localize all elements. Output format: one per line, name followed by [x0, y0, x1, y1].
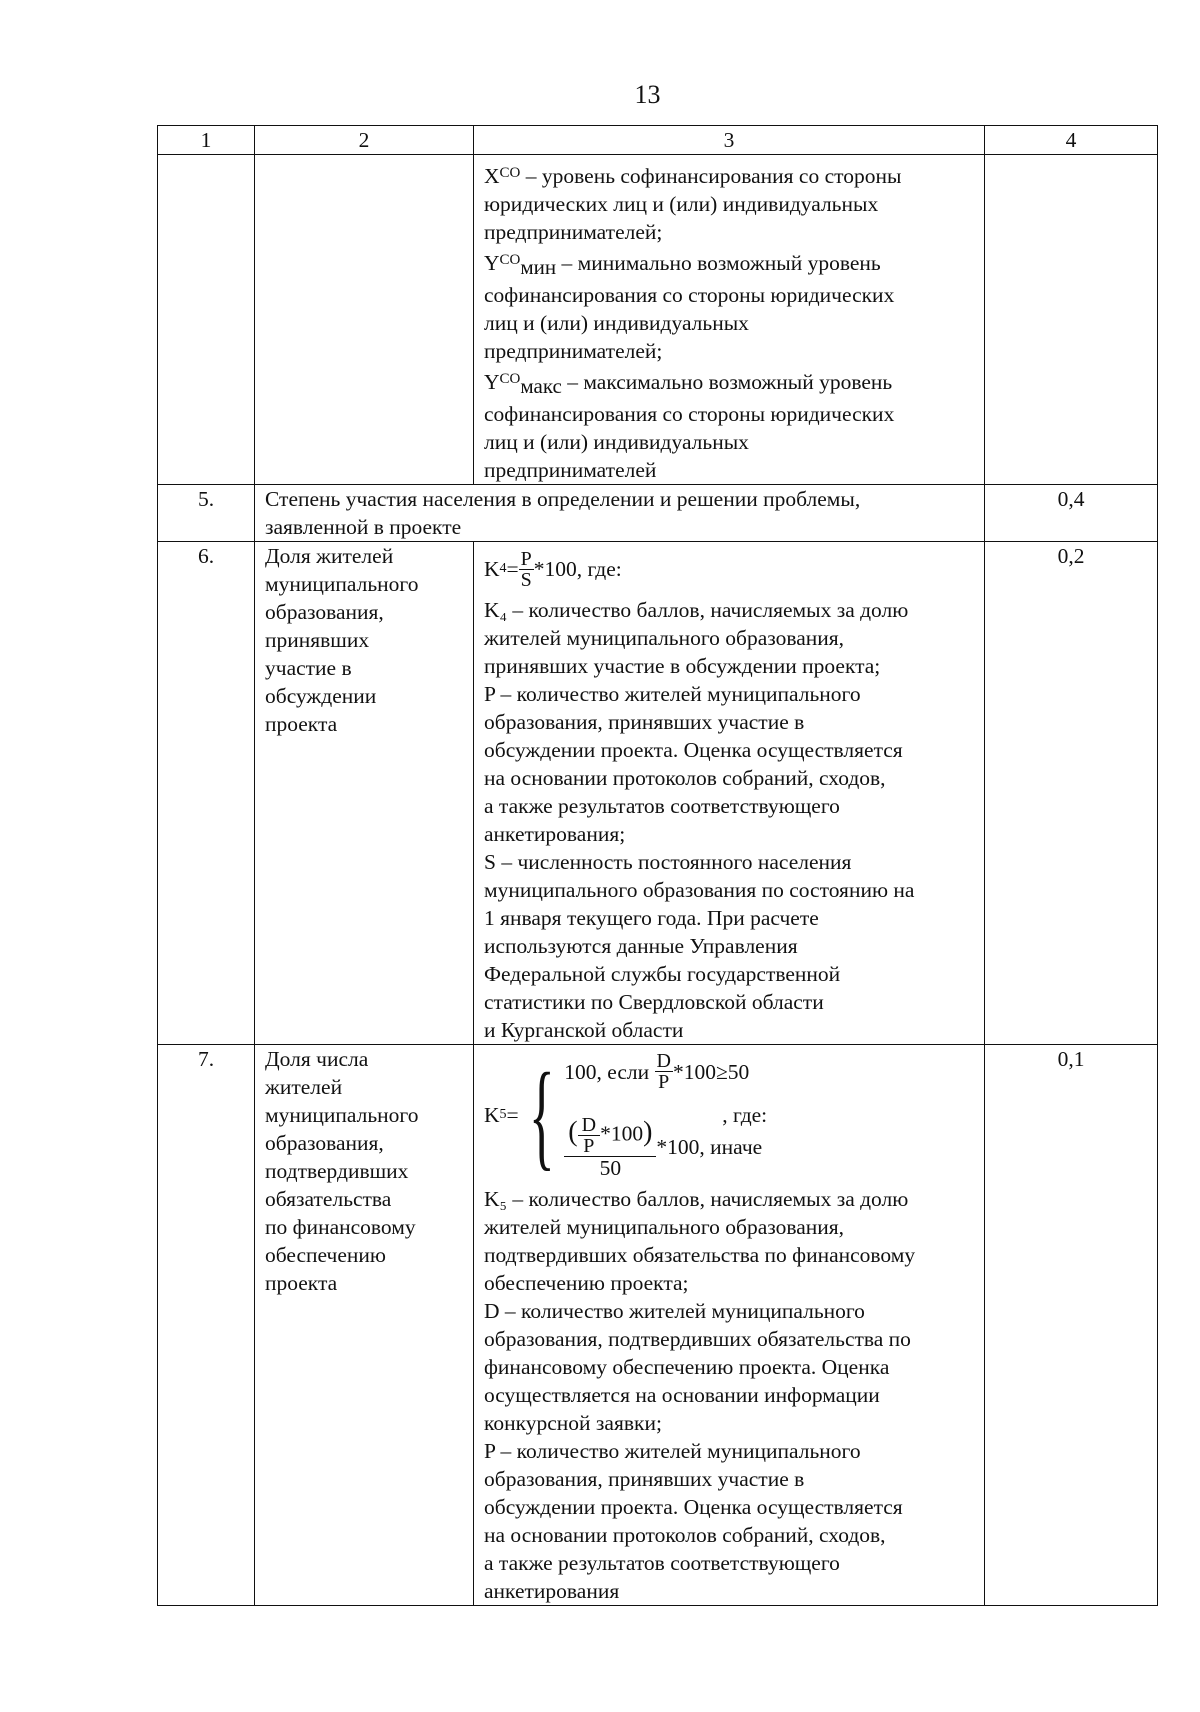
row5-text: Степень участия населения в определении и решении проблемы, заявленной в проекте [255, 485, 985, 542]
left-brace: { [528, 1048, 555, 1181]
description-line: обсуждении проекта. Оценка осуществляется [484, 738, 903, 762]
header-cell-2: 2 [255, 126, 474, 155]
description-line: и Курганской области [484, 1018, 684, 1042]
description-line: а также результатов соответствующего [484, 1551, 840, 1575]
criterion-name-line: образования, [265, 1131, 384, 1155]
criterion-name-line: проекта [265, 1271, 338, 1295]
description-line: жителей муниципального образования, [484, 1215, 845, 1239]
row6-weight: 0,2 [985, 542, 1158, 1045]
criterion-name-line: по финансовому [265, 1215, 416, 1239]
description-line: жителей муниципального образования, [484, 626, 845, 650]
criteria-table [157, 125, 1158, 1606]
cont-line: $Y^{CO}_{мин}$ – минимально возможный уровень [484, 251, 881, 279]
cont-line: софинансирования со стороны юридических [484, 283, 895, 307]
cont-line: лиц и (или) индивидуальных [484, 311, 749, 335]
k4-fraction: $\frac{P}{S}$ [520, 547, 532, 591]
criterion-name-line: обязательства [265, 1187, 392, 1211]
cont-line: лиц и (или) индивидуальных [484, 430, 749, 454]
description-line: анкетирования; [484, 822, 626, 846]
k5-case-2: ( $\frac{D}{P}$ *100) 50 *100, иначе [564, 1115, 762, 1179]
cont-line: софинансирования со стороны юридических [484, 402, 895, 426]
description-line: K₄ – количество баллов, начисляемых за долю [484, 598, 909, 622]
table-row-7 [158, 1045, 1158, 1606]
description-line: K₅ – количество баллов, начисляемых за долю [484, 1187, 909, 1211]
description-line: принявших участие в обсуждении проекта; [484, 654, 881, 678]
description-line: P – количество жителей муниципального [484, 682, 861, 706]
description-line: используются данные Управления [484, 934, 798, 958]
criterion-name-line: участие в [265, 656, 352, 680]
description-line: образования, принявших участие в [484, 1467, 805, 1491]
k4-formula: K 4 = $\frac{P}{S}$ *100, где: [484, 547, 622, 591]
header-cell-4: 4 [985, 126, 1158, 155]
description-line: финансовому обеспечению проекта. Оценка [484, 1355, 890, 1379]
k5-case-1: 100, если $\frac{D}{P}$ *100≥50 [564, 1050, 750, 1093]
description-line: а также результатов соответствующего [484, 794, 840, 818]
description-line: анкетирования [484, 1579, 620, 1603]
cont-line: предпринимателей; [484, 220, 663, 244]
header-row [158, 126, 1158, 155]
criterion-name-line: проекта [265, 712, 338, 736]
page-number: 13 [634, 80, 661, 109]
cont-line: предпринимателей; [484, 339, 663, 363]
description-line: D – количество жителей муниципального [484, 1299, 865, 1323]
description-line: обсуждении проекта. Оценка осуществляется [484, 1495, 903, 1519]
row6-criterion-name [255, 542, 474, 1045]
description-line: обеспечению проекта; [484, 1271, 689, 1295]
row6-number: 6. [158, 542, 255, 1045]
criterion-name-line: муниципального [265, 1103, 419, 1127]
criterion-name-line: Доля жителей [265, 544, 394, 568]
description-line: S – численность постоянного населения [484, 850, 852, 874]
description-line: муниципального образования по состоянию на [484, 878, 915, 902]
criterion-name-line: принявших [265, 628, 370, 652]
description-line: осуществляется на основании информации [484, 1383, 880, 1407]
cont-description [474, 155, 985, 485]
row5-number: 5. [158, 485, 255, 542]
description-line: Федеральной службы государственной [484, 962, 841, 986]
criterion-name-line: обсуждении [265, 684, 377, 708]
description-line: подтвердивших обязательства по финансовому [484, 1243, 916, 1267]
description-line: образования, принявших участие в [484, 710, 805, 734]
k5-formula: K 5 = { 100, если $\frac{D}{P}$ *100≥50 ( $\frac{D}{P}$ *100) 50 *100, иначе , где: [484, 1048, 768, 1181]
description-line: образования, подтвердивших обязательства по [484, 1327, 911, 1351]
criterion-name-line: жителей [265, 1075, 343, 1099]
table-row-5 [158, 485, 1158, 542]
row7-criterion-name [255, 1045, 474, 1606]
row7-number: 7. [158, 1045, 255, 1606]
cont-line: $X^{CO}$ – уровень софинансирования со стороны [484, 164, 902, 188]
header-cell-3: 3 [474, 126, 985, 155]
table-row-6 [158, 542, 1158, 1045]
cont-line: $Y^{CO}_{макс}$ – максимально возможный уровень [484, 370, 893, 398]
criterion-name-line: Доля числа [265, 1047, 369, 1071]
cont-line: юридических лиц и (или) индивидуальных [484, 192, 879, 216]
row7-weight: 0,1 [985, 1045, 1158, 1606]
criterion-name-line: образования, [265, 600, 384, 624]
description-line: конкурсной заявки; [484, 1411, 662, 1435]
cont-line: предпринимателей [484, 458, 657, 482]
description-line: 1 января текущего года. При расчете [484, 906, 819, 930]
description-line: P – количество жителей муниципального [484, 1439, 861, 1463]
row6-description [474, 542, 985, 1045]
header-cell-1: 1 [158, 126, 255, 155]
description-line: на основании протоколов собраний, сходов, [484, 766, 886, 790]
row7-description [474, 1045, 985, 1606]
table-row-continuation [158, 155, 1158, 485]
description-line: статистики по Свердловской области [484, 990, 824, 1014]
criterion-name-line: обеспечению [265, 1243, 386, 1267]
description-line: на основании протоколов собраний, сходов, [484, 1523, 886, 1547]
criterion-name-line: подтвердивших [265, 1159, 409, 1183]
criterion-name-line: муниципального [265, 572, 419, 596]
row5-weight: 0,4 [985, 485, 1158, 542]
